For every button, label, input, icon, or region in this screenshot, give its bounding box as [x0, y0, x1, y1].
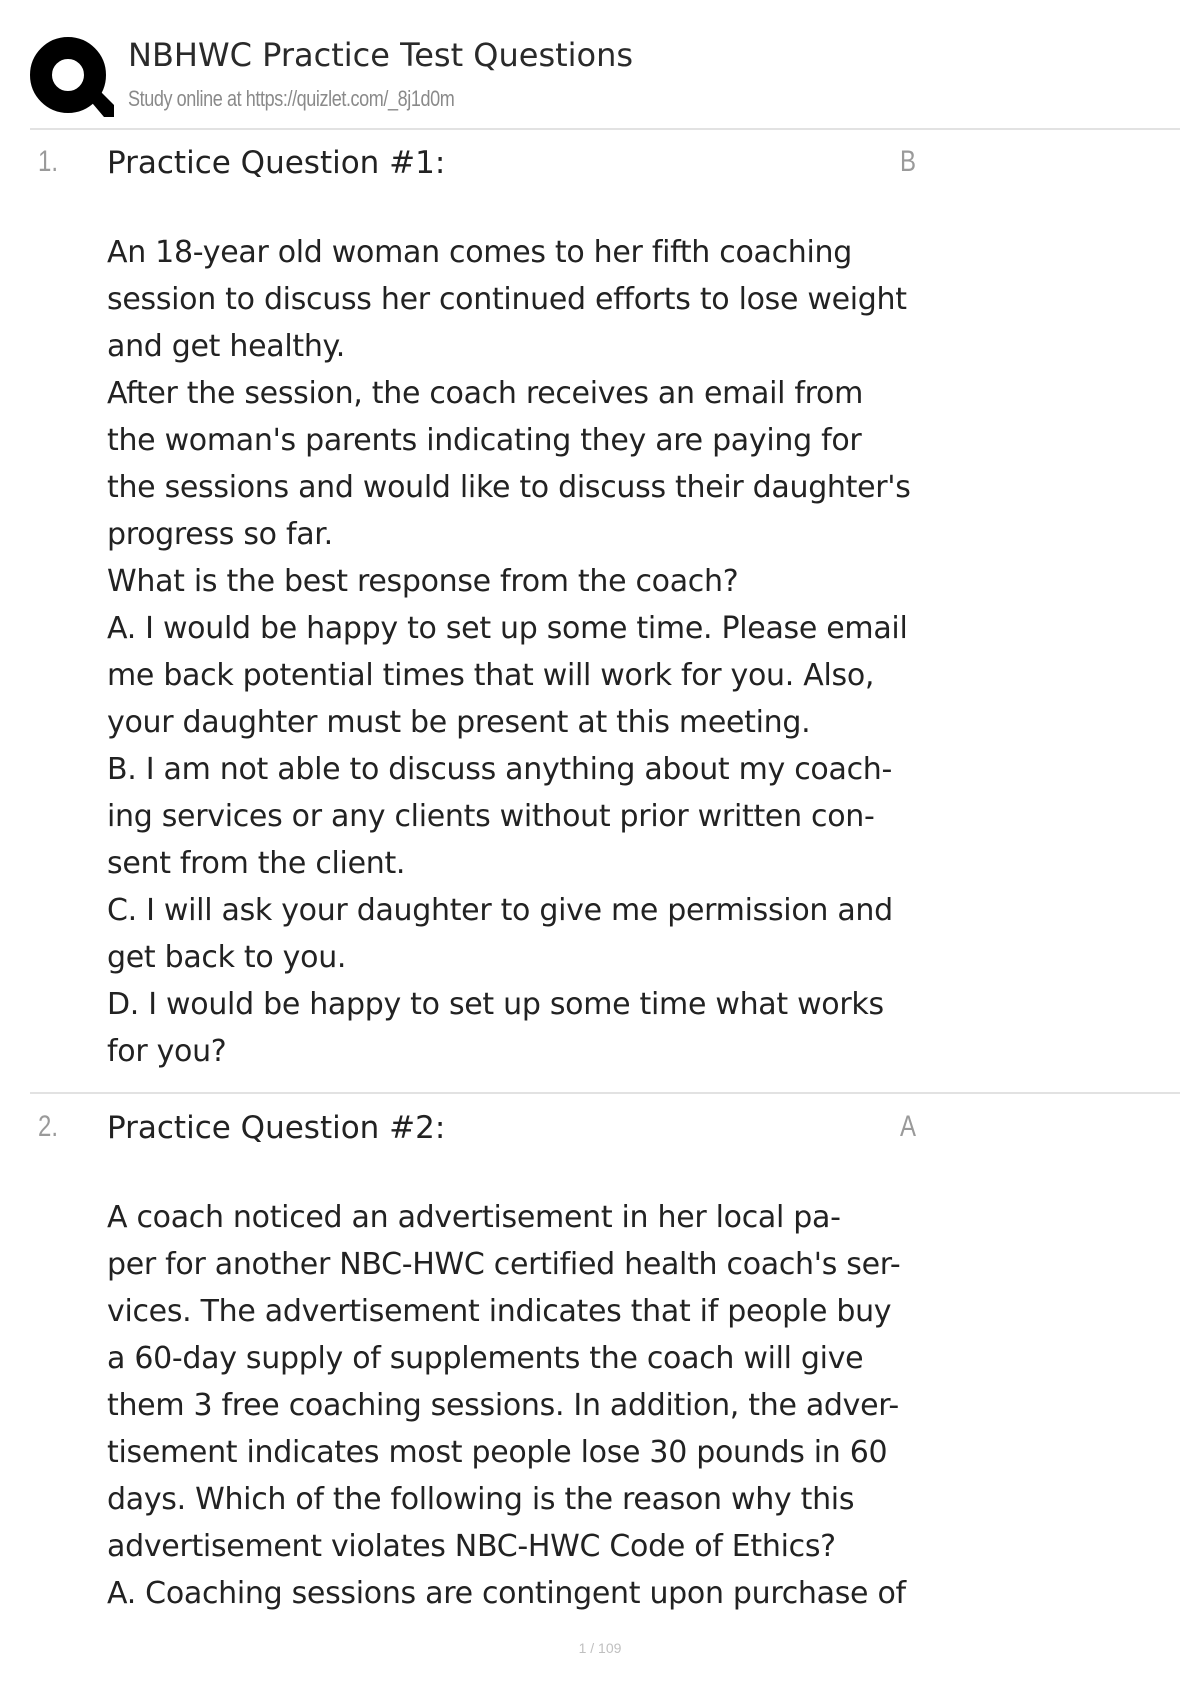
question-number: 1.	[38, 145, 59, 178]
question-line: per for another NBC-HWC certified health coach's ser-	[107, 1247, 901, 1282]
question-line: A coach noticed an advertisement in her local pa-	[107, 1200, 841, 1235]
question-line: and get healthy.	[107, 329, 345, 364]
question-line: What is the best response from the coach?	[107, 564, 739, 599]
question-title: Practice Question #1:	[107, 145, 446, 181]
question-line: session to discuss her continued efforts to lose weight	[107, 282, 907, 317]
question-divider	[30, 1092, 1180, 1094]
question-line: advertisement violates NBC-HWC Code of Ethics?	[107, 1529, 836, 1564]
question-line: vices. The advertisement indicates that if people buy	[107, 1294, 892, 1329]
question-line: for you?	[107, 1034, 227, 1069]
question-text	[107, 229, 947, 1075]
question-line: the woman's parents indicating they are paying for	[107, 423, 862, 458]
question-line: A. I would be happy to set up some time. Please email	[107, 611, 908, 646]
page-number: 1 / 109	[578, 1640, 622, 1656]
answer-letter: B	[900, 145, 917, 178]
document-title: NBHWC Practice Test Questions	[128, 36, 634, 74]
question-line: progress so far.	[107, 517, 333, 552]
question-line: After the session, the coach receives an email from	[107, 376, 864, 411]
question-line: sent from the client.	[107, 846, 406, 881]
question-line: D. I would be happy to set up some time what works	[107, 987, 884, 1022]
question-line: ing services or any clients without prior written con-	[107, 799, 875, 834]
header-divider	[30, 128, 1180, 130]
question-line: the sessions and would like to discuss their daughter's	[107, 470, 911, 505]
question-text	[107, 1194, 947, 1617]
question-title: Practice Question #2:	[107, 1110, 446, 1146]
question-line: A. Coaching sessions are contingent upon purchase of	[107, 1576, 906, 1611]
quizlet-logo-icon	[30, 35, 114, 119]
question-line: a 60-day supply of supplements the coach will give	[107, 1341, 864, 1376]
question-line: An 18-year old woman comes to her fifth coaching	[107, 235, 852, 270]
question-line: B. I am not able to discuss anything about my coach-	[107, 752, 892, 787]
page-header	[30, 30, 1180, 125]
question-line: tisement indicates most people lose 30 pounds in 60	[107, 1435, 888, 1470]
question-line: days. Which of the following is the reason why this	[107, 1482, 855, 1517]
question-number: 2.	[38, 1110, 59, 1143]
question-line: C. I will ask your daughter to give me permission and	[107, 893, 893, 928]
question-line: your daughter must be present at this meeting.	[107, 705, 811, 740]
question-line: get back to you.	[107, 940, 347, 975]
answer-letter: A	[900, 1110, 917, 1143]
question-line: them 3 free coaching sessions. In addition, the adver-	[107, 1388, 899, 1423]
question-line: me back potential times that will work for you. Also,	[107, 658, 875, 693]
study-link[interactable]: Study online at https://quizlet.com/_8j1d0m	[128, 86, 455, 111]
